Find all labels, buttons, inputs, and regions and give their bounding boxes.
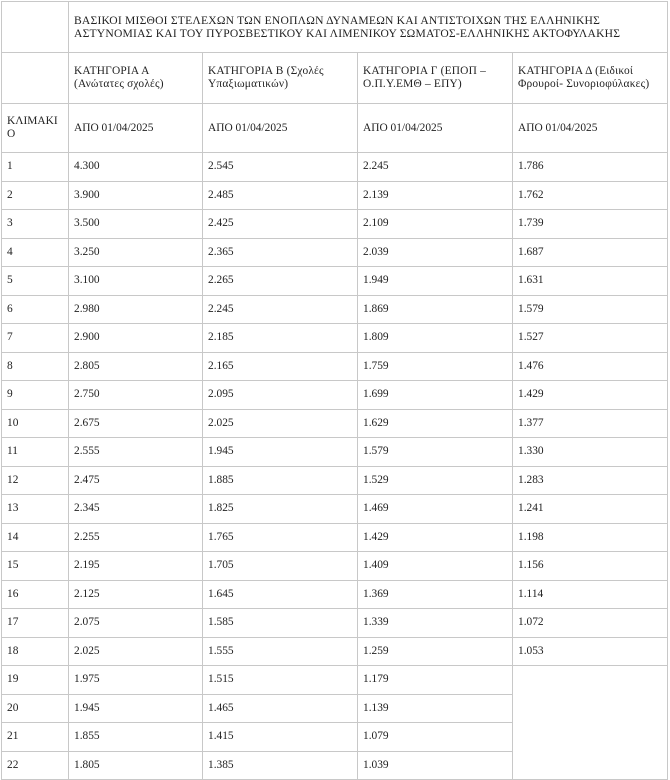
- value-cell-b: 2.425: [203, 210, 358, 239]
- value-cell-b: 2.095: [203, 381, 358, 410]
- step-cell: 21: [2, 723, 69, 752]
- step-cell: 5: [2, 267, 69, 296]
- step-cell: 15: [2, 552, 69, 581]
- value-cell-b: 2.365: [203, 238, 358, 267]
- step-cell: 12: [2, 466, 69, 495]
- value-cell-d: 1.687: [513, 238, 668, 267]
- value-cell-b: 1.555: [203, 637, 358, 666]
- value-cell-c: 2.039: [358, 238, 513, 267]
- value-cell-c: 1.039: [358, 751, 513, 780]
- table-row: [2, 267, 668, 296]
- date-label-b: ΑΠΟ 01/04/2025: [203, 104, 358, 153]
- value-cell-b: 2.245: [203, 295, 358, 324]
- step-cell: 9: [2, 381, 69, 410]
- value-cell-d: 1.241: [513, 495, 668, 524]
- step-cell: 22: [2, 751, 69, 780]
- value-cell-d: 1.527: [513, 324, 668, 353]
- value-cell-a: 2.255: [69, 523, 203, 552]
- value-cell-a: 1.975: [69, 666, 203, 695]
- value-cell-d: 1.330: [513, 438, 668, 467]
- step-cell: 16: [2, 580, 69, 609]
- table-row: [2, 637, 668, 666]
- value-cell-b: 2.165: [203, 352, 358, 381]
- table-row: [2, 466, 668, 495]
- value-cell-c: 1.529: [358, 466, 513, 495]
- value-cell-b: 1.585: [203, 609, 358, 638]
- value-cell-a: 1.805: [69, 751, 203, 780]
- step-cell: 13: [2, 495, 69, 524]
- value-cell-d: 1.579: [513, 295, 668, 324]
- value-cell-c: 1.759: [358, 352, 513, 381]
- step-cell: 14: [2, 523, 69, 552]
- value-cell-c: 1.339: [358, 609, 513, 638]
- value-cell-a: 2.195: [69, 552, 203, 581]
- value-cell-a: 1.855: [69, 723, 203, 752]
- value-cell-d: 1.283: [513, 466, 668, 495]
- date-label-a: ΑΠΟ 01/04/2025: [69, 104, 203, 153]
- table-row: [2, 210, 668, 239]
- table-row: [2, 181, 668, 210]
- category-d-header: ΚΑΤΗΓΟΡΙΑ Δ (Ειδικοί Φρουροί- Συνοριοφύλακες): [513, 53, 668, 104]
- value-cell-b: 1.415: [203, 723, 358, 752]
- table-row: [2, 438, 668, 467]
- value-cell-a: 3.100: [69, 267, 203, 296]
- step-cell: 11: [2, 438, 69, 467]
- value-cell-d: 1.762: [513, 181, 668, 210]
- date-label-d: ΑΠΟ 01/04/2025: [513, 104, 668, 153]
- value-cell-d: 1.739: [513, 210, 668, 239]
- category-a-header: ΚΑΤΗΓΟΡΙΑ Α (Ανώτατες σχολές): [69, 53, 203, 104]
- value-cell-d: 1.429: [513, 381, 668, 410]
- value-cell-d: 1.631: [513, 267, 668, 296]
- table-row: [2, 352, 668, 381]
- row-header-label: ΚΛΙΜΑΚΙΟ: [2, 104, 69, 153]
- category-c-header: ΚΑΤΗΓΟΡΙΑ Γ (ΕΠΟΠ – Ο.Π.Υ.ΕΜΘ – ΕΠΥ): [358, 53, 513, 104]
- value-cell-c: 1.579: [358, 438, 513, 467]
- value-cell-b: 1.515: [203, 666, 358, 695]
- value-cell-b: 1.465: [203, 694, 358, 723]
- value-cell-d: 1.114: [513, 580, 668, 609]
- table-title: ΒΑΣΙΚΟΙ ΜΙΣΘΟΙ ΣΤΕΛΕΧΩΝ ΤΩΝ ΕΝΟΠΛΩΝ ΔΥΝΑΜΕΩΝ ΚΑΙ ΑΝΤΙΣΤΟΙΧΩΝ ΤΗΣ ΕΛΛΗΝΙΚΗΣ ΑΣΤΥΝΟΜΙΑΣ ΚΑΙ ΤΟΥ ΠΥΡΟΣΒΕΣΤΙΚΟΥ ΚΑΙ ΛΙΜΕΝΙΚΟΥ ΣΩΜΑΤΟΣ-ΕΛΛΗΝΙΚΗΣ ΑΚΤΟΦΥΛΑΚΗΣ: [69, 2, 668, 53]
- value-cell-a: 2.125: [69, 580, 203, 609]
- value-cell-c: 1.629: [358, 409, 513, 438]
- value-cell-a: 2.345: [69, 495, 203, 524]
- step-cell: 18: [2, 637, 69, 666]
- value-cell-d: 1.053: [513, 637, 668, 666]
- corner-cell-2: [2, 53, 69, 104]
- value-cell-a: 2.980: [69, 295, 203, 324]
- step-cell: 1: [2, 153, 69, 182]
- table-row: [2, 409, 668, 438]
- value-cell-b: 1.765: [203, 523, 358, 552]
- value-cell-b: 1.645: [203, 580, 358, 609]
- value-cell-b: 2.545: [203, 153, 358, 182]
- step-cell: 17: [2, 609, 69, 638]
- value-cell-c: 1.259: [358, 637, 513, 666]
- step-cell: 3: [2, 210, 69, 239]
- step-cell: 19: [2, 666, 69, 695]
- value-cell-b: 2.185: [203, 324, 358, 353]
- value-cell-c: 1.869: [358, 295, 513, 324]
- step-cell: 20: [2, 694, 69, 723]
- step-cell: 2: [2, 181, 69, 210]
- value-cell-b: 1.825: [203, 495, 358, 524]
- table-row: [2, 238, 668, 267]
- salary-table: [1, 1, 668, 780]
- table-row: [2, 381, 668, 410]
- step-cell: 4: [2, 238, 69, 267]
- value-cell-c: 1.409: [358, 552, 513, 581]
- value-cell-c: 1.369: [358, 580, 513, 609]
- table-row: [2, 295, 668, 324]
- value-cell-b: 2.265: [203, 267, 358, 296]
- step-cell: 10: [2, 409, 69, 438]
- value-cell-a: 3.250: [69, 238, 203, 267]
- table-row: [2, 552, 668, 581]
- empty-cell-d: [513, 666, 668, 780]
- value-cell-d: 1.072: [513, 609, 668, 638]
- table-row: [2, 324, 668, 353]
- value-cell-a: 2.475: [69, 466, 203, 495]
- table-row: [2, 666, 668, 695]
- value-cell-c: 1.079: [358, 723, 513, 752]
- value-cell-b: 1.885: [203, 466, 358, 495]
- value-cell-c: 2.245: [358, 153, 513, 182]
- table-row: [2, 153, 668, 182]
- value-cell-c: 1.429: [358, 523, 513, 552]
- value-cell-b: 1.705: [203, 552, 358, 581]
- step-cell: 6: [2, 295, 69, 324]
- value-cell-d: 1.786: [513, 153, 668, 182]
- table-row: [2, 523, 668, 552]
- value-cell-a: 2.025: [69, 637, 203, 666]
- step-cell: 7: [2, 324, 69, 353]
- step-cell: 8: [2, 352, 69, 381]
- value-cell-a: 2.900: [69, 324, 203, 353]
- value-cell-d: 1.377: [513, 409, 668, 438]
- value-cell-b: 2.485: [203, 181, 358, 210]
- value-cell-c: 1.809: [358, 324, 513, 353]
- value-cell-a: 1.945: [69, 694, 203, 723]
- table-row: [2, 609, 668, 638]
- value-cell-a: 2.750: [69, 381, 203, 410]
- value-cell-d: 1.156: [513, 552, 668, 581]
- value-cell-c: 2.109: [358, 210, 513, 239]
- value-cell-a: 2.075: [69, 609, 203, 638]
- value-cell-c: 1.699: [358, 381, 513, 410]
- value-cell-c: 1.469: [358, 495, 513, 524]
- table-row: [2, 580, 668, 609]
- value-cell-d: 1.476: [513, 352, 668, 381]
- value-cell-a: 2.555: [69, 438, 203, 467]
- value-cell-c: 2.139: [358, 181, 513, 210]
- value-cell-c: 1.179: [358, 666, 513, 695]
- value-cell-d: 1.198: [513, 523, 668, 552]
- category-b-header: ΚΑΤΗΓΟΡΙΑ Β (Σχολές Υπαξιωματικών): [203, 53, 358, 104]
- value-cell-c: 1.949: [358, 267, 513, 296]
- value-cell-b: 1.945: [203, 438, 358, 467]
- table-row: [2, 495, 668, 524]
- date-label-c: ΑΠΟ 01/04/2025: [358, 104, 513, 153]
- value-cell-a: 3.900: [69, 181, 203, 210]
- value-cell-b: 1.385: [203, 751, 358, 780]
- value-cell-a: 2.675: [69, 409, 203, 438]
- value-cell-c: 1.139: [358, 694, 513, 723]
- value-cell-a: 2.805: [69, 352, 203, 381]
- corner-cell: [2, 2, 69, 53]
- value-cell-a: 4.300: [69, 153, 203, 182]
- value-cell-b: 2.025: [203, 409, 358, 438]
- value-cell-a: 3.500: [69, 210, 203, 239]
